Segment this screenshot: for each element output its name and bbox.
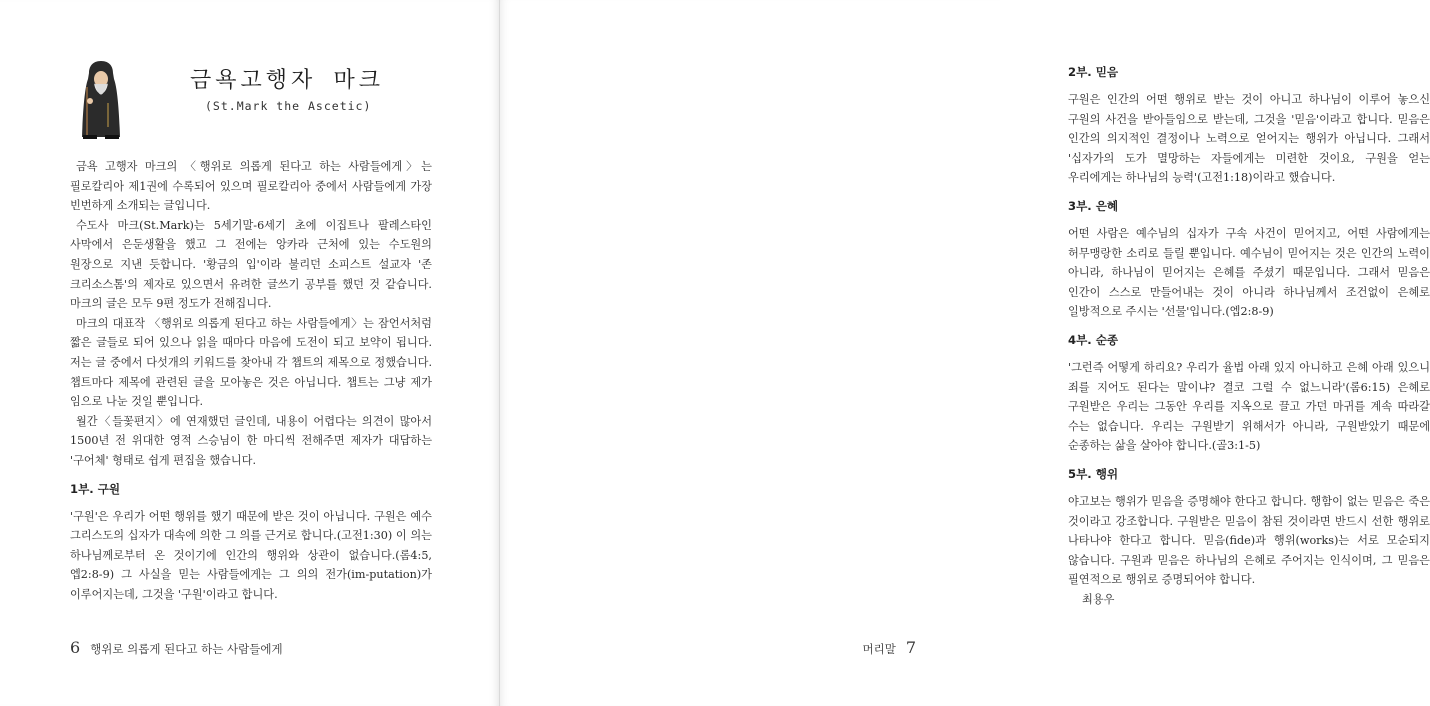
sections-text — [1068, 63, 1430, 609]
intro-paragraph: 마크의 대표작 〈행위로 의롭게 된다고 하는 사람들에게〉는 잠언서처럼 짧은 글들로 되어 있으나 읽을 때마다 마음에 도전이 되고 보약이 됩니다. 저는 글 중에서 다섯개의 키워드를 찾아내 각 챕트의 제목으로 정했습니다. 챕트마다 제목에 관련된 글을 모아놓은 것은 아닙니다. 챕트는 그냥 제가 임으로 나눈 것일 뿐입니다. — [70, 316, 432, 409]
page-number: 6 — [70, 638, 81, 657]
intro-paragraph: 월간〈들꽃편지〉에 연재했던 글인데, 내용이 어렵다는 의견이 많아서 1500년 전 위대한 영적 스승님이 한 마디씩 전해주면 제자가 대답하는 '구어체' 형태로 쉽게 편집을 했습니다. — [70, 414, 432, 467]
right-page — [500, 0, 1430, 706]
chapter-header — [70, 55, 450, 145]
intro-paragraph: 금욕 고행자 마크의 〈행위로 의롭게 된다고 하는 사람들에게〉는 필로칼리아 제1권에 수록되어 있으며 필로칼리아 중에서 사람들에게 가장 빈번하게 소개되는 글입니다. — [70, 160, 432, 213]
section-text: 구원은 인간의 어떤 행위로 받는 것이 아니고 하나님이 이루어 놓으신 구원의 사건을 받아들임으로 받는데, 그것을 '믿음'이라고 합니다. 믿음은 인간의 의지적인 결정이나 노력으로 얻어지는 행위가 아닙니다. 그래서 '십자가의 도가 멸망하는 자들에게는 미련한 것이요, 구원을 얻는 우리에게는 하나님의 능력'(고전1:18)이라고 했습니다. — [1068, 93, 1430, 185]
section-text: 어떤 사람은 예수님의 십자가 구속 사건이 믿어지고, 어떤 사람에게는 허무맹랑한 소리로 들릴 뿐입니다. 예수님이 믿어지는 것은 인간의 노력이 아니라, 하나님이 믿어지는 은혜를 주셨기 때문입니다. 그래서 믿음은 인간이 스스로 만들어내는 것이 아니라 하나님께서 조건없이 은혜로 일방적으로 주시는 '선물'입니다.(엡2:8-9) — [1068, 226, 1430, 319]
left-page — [0, 0, 500, 706]
page-number: 7 — [905, 638, 916, 657]
intro-text — [70, 157, 432, 604]
section-text: '구원'은 우리가 어떤 행위를 했기 때문에 받은 것이 아닙니다. 구원은 예수 그리스도의 십자가 대속에 의한 그 의를 근거로 합니다.(고전1:30) 이 의는 하나님께로부터 온 것이기에 인간의 행위와 상관이 없습니다.(롬4:5,엡2:8-9) 그 사실을 믿는 사람들에게는 그 의의 전가(im-putation)가 이루어지는데, 그것을 '구원'이라고 합니다. — [70, 509, 432, 601]
section-heading: 4부. 순종 — [1068, 332, 1119, 347]
section-heading: 3부. 은혜 — [1068, 198, 1119, 213]
author-signature: 최용우 — [1082, 592, 1115, 606]
chapter-title: 금욕고행자 마크 — [190, 68, 385, 93]
running-title: 머리말 — [862, 642, 896, 656]
section-heading: 2부. 믿음 — [1068, 65, 1119, 79]
monk-illustration — [78, 57, 124, 141]
section-heading: 5부. 행위 — [1068, 466, 1119, 481]
section-text: '그런즉 어떻게 하리요? 우리가 율법 아래 있지 아니하고 은혜 아래 있으니 죄를 지어도 된다는 말이냐? 결코 그럴 수 없느니라'(롬6:15) 은혜로 구원받은 우리는 그동안 우리를 지옥으로 끌고 가던 마귀를 계속 따라갈 수는 없습니다. 우리는 구원받기 위해서가 아니라, 구원받았기 때문에 순종하는 삶을 살아야 합니다.(골3:1-5) — [1068, 360, 1430, 453]
page-footer-right — [862, 638, 916, 657]
intro-paragraph: 수도사 마크(St.Mark)는 5세기말-6세기 초에 이집트나 팔레스타인 사막에서 은둔생활을 했고 그 전에는 앙카라 근처에 있는 수도원의 원장으로 지낸 듯합니다. '황금의 입'이라 불리던 소피스트 설교자 '존 크리소스톰'의 제자로 있으면서 유려한 글쓰기 공부를 했던 것 같습니다. 마크의 글은 모두 9편 정도가 전해집니다. — [70, 218, 432, 311]
chapter-subtitle: (St.Mark the Ascetic) — [205, 99, 372, 113]
running-title: 행위로 의롭게 된다고 하는 사람들에게 — [90, 642, 283, 656]
page-footer-left — [70, 638, 283, 657]
section-heading: 1부. 구원 — [70, 481, 121, 496]
section-text: 야고보는 행위가 믿음을 증명해야 한다고 합니다. 행함이 없는 믿음은 죽은 것이라고 강조합니다. 구원받은 믿음이 참된 것이라면 반드시 선한 행위로 나타나야 한다고 합니다. 믿음(fide)과 행위(works)는 서로 모순되지 않습니다. 구원과 믿음은 하나님의 은혜로 주어지는 인식이며, 그 믿음은 필연적으로 행위로 증명되어야 합니다. — [1068, 494, 1430, 587]
